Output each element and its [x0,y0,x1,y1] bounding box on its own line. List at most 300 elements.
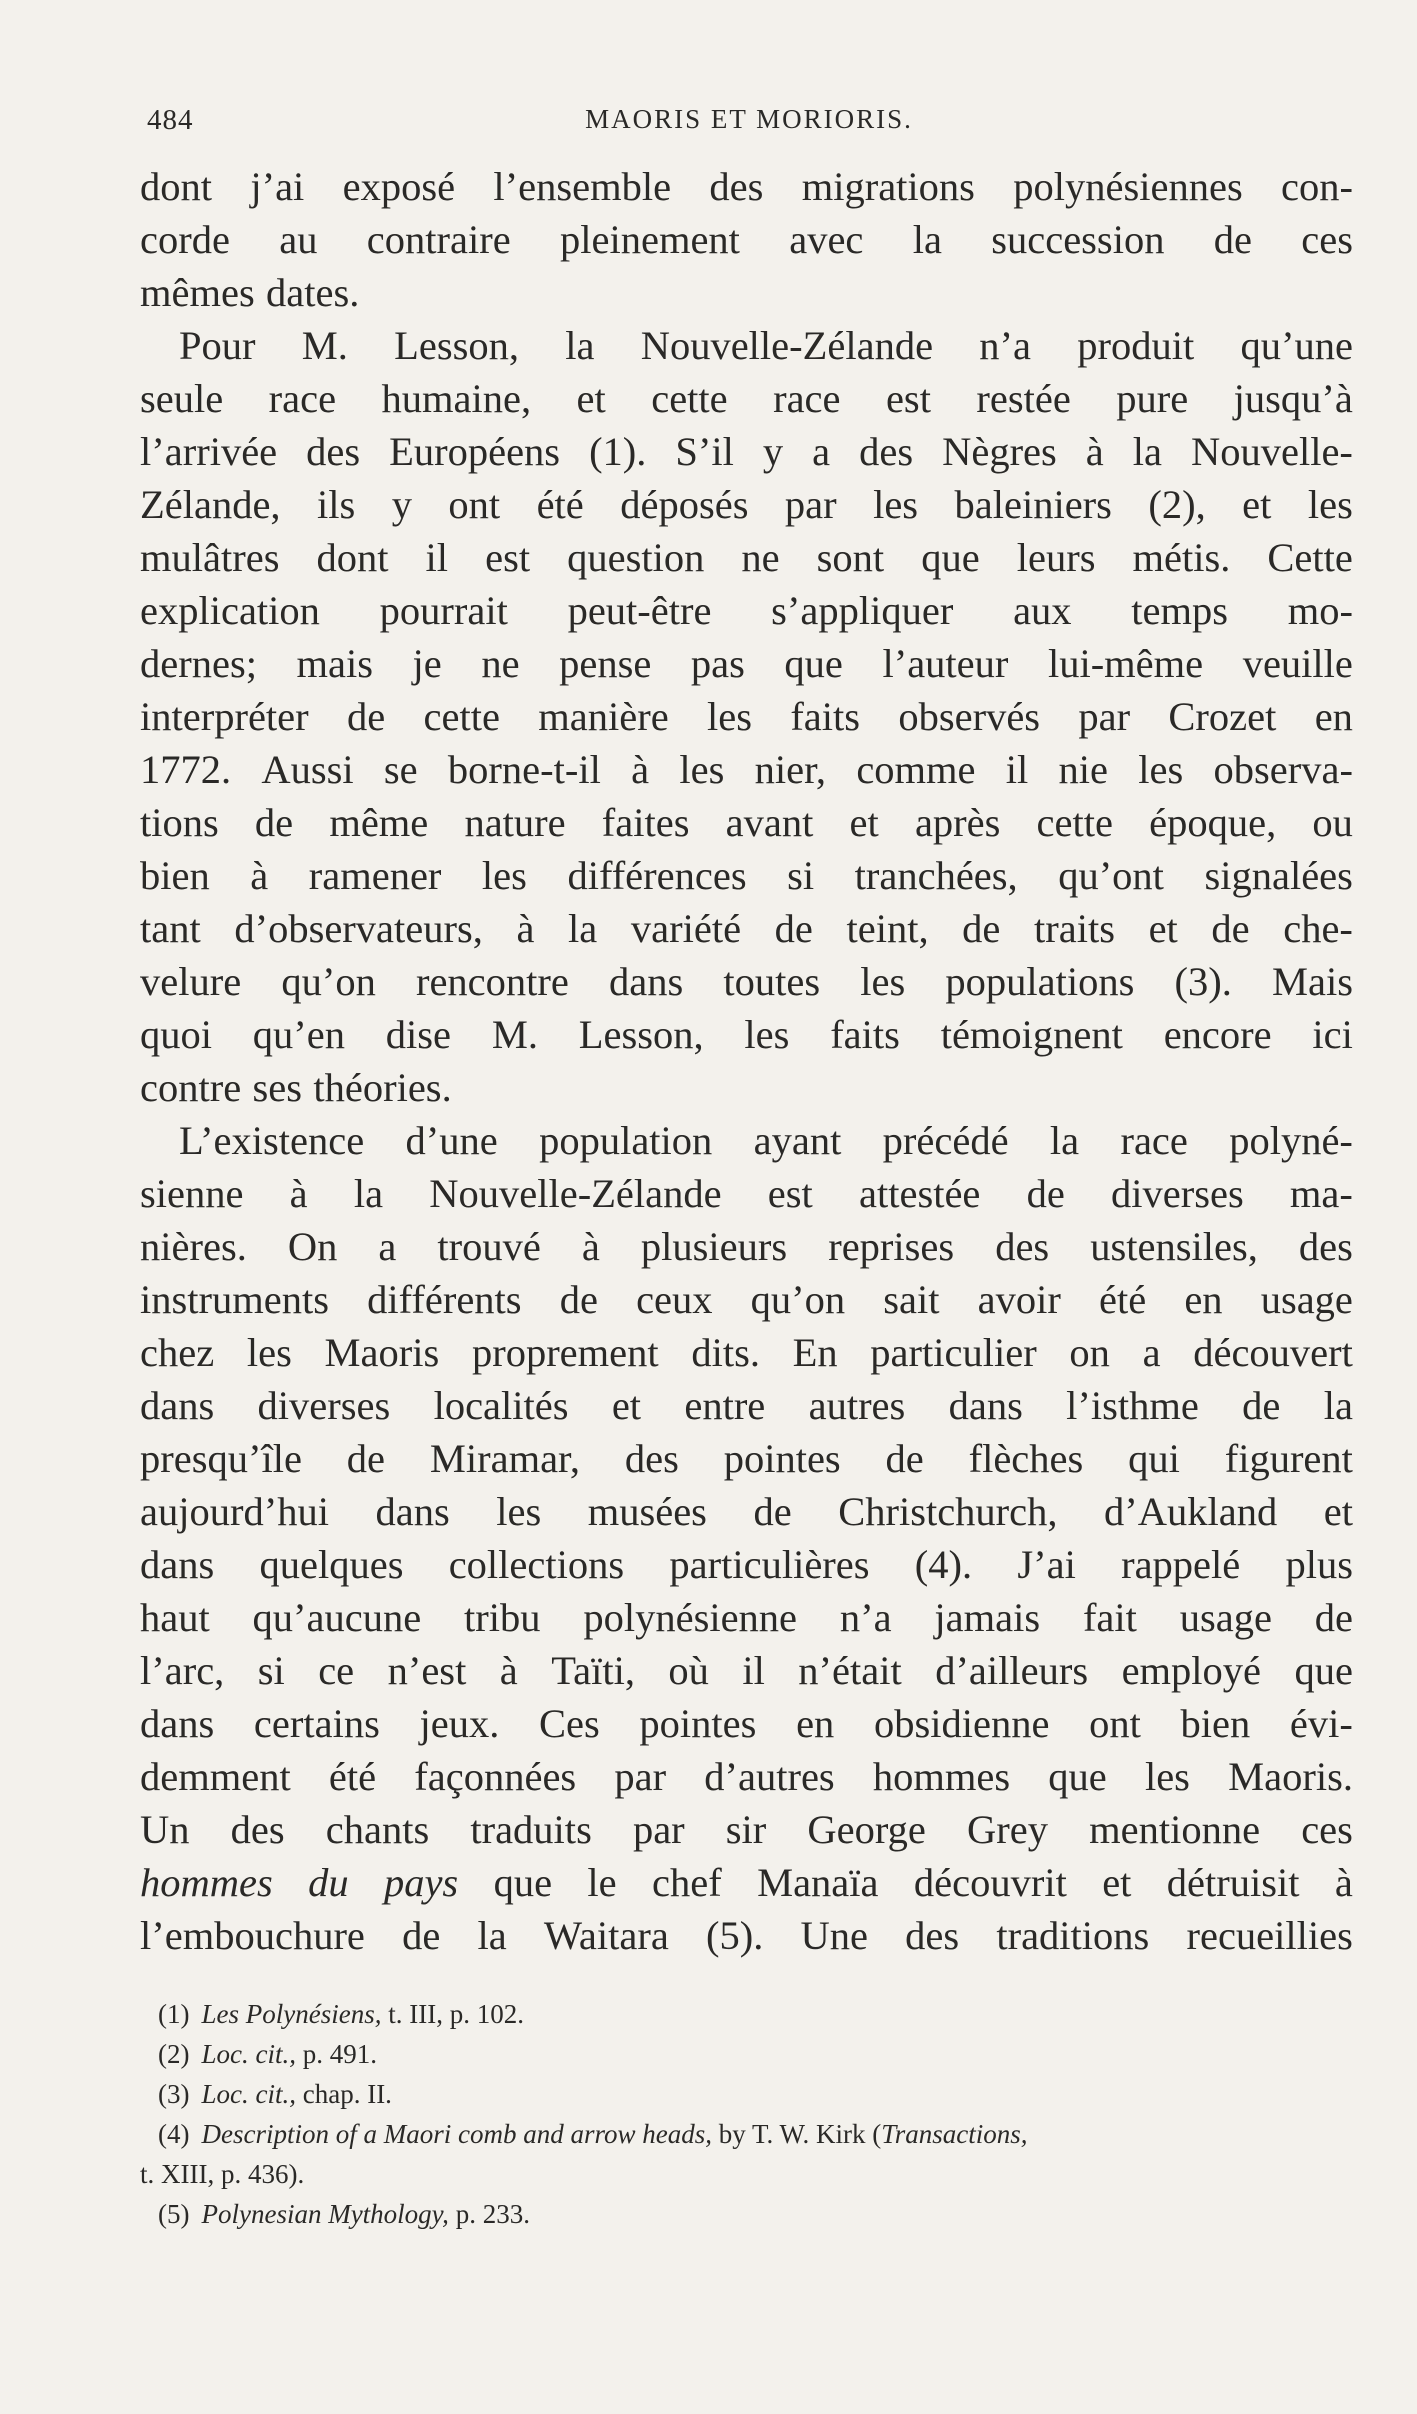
word: à [499,1648,518,1693]
word: avant [725,800,814,845]
word: Nouvelle-Zélande [429,1171,722,1216]
word: avoir [977,1277,1061,1322]
word: M. [301,323,348,368]
word: de [254,800,294,845]
word: jusqu’à [1233,376,1353,421]
word: l’embouchure [140,1913,365,1958]
word: Miramar, [429,1436,581,1481]
word: l’ensemble [493,164,672,209]
word: demment [140,1754,291,1799]
word: il [1005,747,1029,792]
word: veuille [1242,641,1353,686]
word: cette [1036,800,1113,845]
word: à [289,1171,308,1216]
word: mais [296,641,373,686]
word: l’auteur [882,641,1009,686]
word: chez [140,1330,215,1375]
word: dont [316,535,389,580]
word: Cette [1267,535,1353,580]
word: qu’ont [1058,853,1164,898]
word: tant [140,906,201,951]
word: des [1298,1224,1353,1269]
word: produit [1077,323,1195,368]
word: de [346,694,386,739]
word: instruments [140,1277,329,1322]
running-title: MAORIS ET MORIORIS. [585,104,913,134]
word: témoignent [940,1012,1123,1057]
word: il [742,1648,765,1693]
word: dont [140,164,213,209]
word: et [849,800,879,845]
word: collections [448,1542,625,1587]
word: de [1026,1171,1065,1216]
word: Crozet [1168,694,1277,739]
word: d’observateurs, [234,906,483,951]
word: si [787,853,815,898]
word: à [250,853,269,898]
footnote-title: Loc. cit., [201,2039,296,2069]
word: de [962,906,1001,951]
text-line [140,1379,1353,1432]
word: polynésiennes [1013,164,1243,209]
text-line [140,1273,1353,1326]
footnote-title: Description of a Maori comb and arrow heads, [201,2119,712,2149]
word: mentionne [1089,1807,1261,1852]
text-line [140,1750,1353,1803]
word: détruisit [1166,1860,1300,1905]
word: par [632,1807,685,1852]
text-line [140,849,1353,902]
word: ce [318,1648,355,1693]
word: attestée [858,1171,981,1216]
word: baleiniers [954,482,1112,527]
word: Aussi [261,747,354,792]
footnote [140,2114,1353,2154]
word: ces [1301,217,1353,262]
word: tranchées, [854,853,1018,898]
word: été [1098,1277,1147,1322]
word: exposé [342,164,456,209]
word: sont [816,535,885,580]
word: la [353,1171,384,1216]
word: dans [140,1542,215,1587]
word: population [539,1118,713,1163]
word: ont [1089,1701,1141,1746]
word: la [912,217,942,262]
word: reprises [828,1224,955,1269]
word: George [807,1807,926,1852]
word: dates. [266,270,360,315]
word: faits [830,1012,900,1057]
word: et [611,1383,642,1428]
word: dans [140,1383,215,1428]
word: le [587,1860,617,1905]
word: diverses [257,1383,391,1428]
page-header [145,104,1353,144]
word: je [412,641,442,686]
word: explication [140,588,320,633]
word: localités [433,1383,569,1428]
word: particulier [870,1330,1037,1375]
word: Ces [539,1701,600,1746]
word: jeux. [419,1701,500,1746]
word: Christchurch, [838,1489,1058,1534]
word: n’a [979,323,1032,368]
footnote [140,2194,1353,2234]
text-line [140,1803,1353,1856]
word: ici [1312,1012,1353,1057]
word: les [860,959,906,1004]
word: dise [385,1012,452,1057]
word: On [287,1224,338,1269]
word: presqu’île [140,1436,302,1481]
word: dans [608,959,684,1004]
word: (3). [1174,959,1232,1004]
word: l’isthme [1066,1383,1199,1428]
word: haut [140,1595,210,1640]
word: chef [652,1860,722,1905]
word: migrations [801,164,975,209]
word: et [1242,482,1272,527]
footnote-text: chap. II. [295,2079,392,2109]
word: traditions [996,1913,1150,1958]
text-line [140,1538,1353,1591]
word: hommes [140,1860,273,1905]
footnote-number: (1) [158,1999,190,2029]
footnote [140,2074,1353,2114]
word: Pour [179,323,256,368]
word: corde [140,217,230,262]
word: (1). [589,429,647,474]
word: aux [1013,588,1072,633]
word: la [1323,1383,1353,1428]
word: rencontre [415,959,569,1004]
text-line [140,213,1353,266]
word: d’une [405,1118,498,1163]
word: été [328,1754,377,1799]
word: race [268,376,337,421]
word: qu’en [252,1012,346,1057]
word: après [914,800,1001,845]
word: M. [491,1012,538,1057]
word: cette [651,376,728,421]
word: nier, [754,747,827,792]
word: découvert [1193,1330,1353,1375]
word: con- [1281,164,1353,209]
page-number: 484 [147,104,194,136]
footnote-text: t. III, p. 102. [381,1999,524,2029]
word: ne [481,641,520,686]
word: a [812,429,831,474]
word: du [308,1860,349,1905]
word: n’était [798,1648,902,1693]
word: des [995,1224,1050,1269]
word: cette [423,694,500,739]
word: mulâtres [140,535,280,580]
word: il [425,535,449,580]
word: que [493,1860,553,1905]
word: les [496,1489,542,1534]
word: figurent [1224,1436,1353,1481]
word: quoi [140,1012,213,1057]
text-line [140,637,1353,690]
word: ou [1312,800,1353,845]
word: au [279,217,318,262]
text-line [140,690,1353,743]
word: et [1148,906,1178,951]
word: flèches [968,1436,1084,1481]
word: de [1213,217,1252,262]
word: sienne [140,1171,244,1216]
word: pointes [639,1701,757,1746]
word: Manaïa [757,1860,879,1905]
word: faits [790,694,861,739]
word: Maoris [324,1330,440,1375]
word: la [1049,1118,1080,1163]
word: des [905,1913,960,1958]
word: été [536,482,584,527]
text-line [140,1697,1353,1750]
word: n’a [839,1595,892,1640]
word: usage [1179,1595,1272,1640]
word: aujourd’hui [140,1489,329,1534]
footnotes [140,1994,1353,2234]
word: Zélande, [140,482,281,527]
word: ceux [636,1277,713,1322]
word: n’est [387,1648,467,1693]
word: que [1294,1648,1353,1693]
word: musées [587,1489,707,1534]
word: de [559,1277,598,1322]
word: pleinement [559,217,740,262]
word: mo- [1287,588,1353,633]
word: qu’une [1240,323,1353,368]
word: façonnées [414,1754,577,1799]
word: rappelé [1121,1542,1241,1587]
word: d’autres [704,1754,835,1799]
word: Taïti, [551,1648,635,1693]
word: signalées [1204,853,1353,898]
word: trouvé [437,1224,541,1269]
word: recueillies [1186,1913,1353,1958]
word: certains [253,1701,380,1746]
word: époque, [1149,800,1277,845]
word: et [1102,1860,1132,1905]
word: j’ai [250,164,305,209]
word: des [859,429,914,474]
text-line [140,1432,1353,1485]
word: a [1142,1330,1161,1375]
word: par [1078,694,1131,739]
word: les [679,747,725,792]
word: autres [808,1383,906,1428]
word: de [1211,906,1250,951]
text-line [140,1061,1353,1114]
word: race [1120,1118,1188,1163]
word: dans [140,1701,215,1746]
word: des [306,429,361,474]
text-line [140,160,1353,213]
word: à [1334,1860,1353,1905]
text-line [140,796,1353,849]
word: Maoris. [1228,1754,1353,1799]
word: de [885,1436,924,1481]
word: succession [991,217,1165,262]
word: a [378,1224,397,1269]
word: dans [375,1489,450,1534]
word: des [624,1436,679,1481]
word: métis. [1132,535,1231,580]
word: proprement [471,1330,659,1375]
word: ustensiles, [1090,1224,1258,1269]
word: tions [140,800,219,845]
word: En [792,1330,838,1375]
word: 1772. [140,747,232,792]
word: pas [690,641,745,686]
word: quelques [259,1542,404,1587]
word: populations [945,959,1135,1004]
word: Européens [389,429,561,474]
word: par [614,1754,667,1799]
word: ont [448,482,501,527]
word: restée [976,376,1071,421]
word: plusieurs [640,1224,788,1269]
text-line [140,531,1353,584]
footnote-text: p. 491. [295,2039,377,2069]
word: des [709,164,764,209]
word: la [1132,429,1162,474]
text-line [140,584,1353,637]
text-line [140,372,1353,425]
word: question [567,535,705,580]
word: ces [1301,1807,1353,1852]
word: polynésienne [583,1595,798,1640]
word: race [773,376,841,421]
word: nières. [140,1224,247,1269]
word: entre [684,1383,766,1428]
word: che- [1283,906,1353,951]
text-line [140,266,1353,319]
word: qu’on [281,959,376,1004]
word: variété [630,906,742,951]
word: précédé [882,1118,1009,1163]
word: en [1314,694,1353,739]
word: diverses [1111,1171,1244,1216]
word: déposés [620,482,749,527]
word: si [257,1648,285,1693]
word: mêmes [140,270,255,315]
word: traduits [470,1807,592,1852]
word: en [1184,1277,1223,1322]
word: interpréter [140,694,309,739]
footnote-number: (4) [158,2119,190,2149]
word: de [774,906,813,951]
word: peut-être [567,588,712,633]
word: dits. [691,1330,760,1375]
word: de [346,1436,386,1481]
word: de [753,1489,792,1534]
word: observa- [1213,747,1353,792]
word: qui [1128,1436,1180,1481]
word: que [921,535,980,580]
word: ayant [753,1118,842,1163]
word: contraire [366,217,511,262]
word: d’ailleurs [935,1648,1089,1693]
footnote-title: Loc. cit., [201,2079,296,2109]
word: seule [140,376,224,421]
body-text [140,160,1353,1962]
word: pourrait [379,588,508,633]
word: ne [741,535,780,580]
word: les [1307,482,1353,527]
word: et [1323,1489,1353,1534]
word: Mais [1271,959,1353,1004]
text-line [140,955,1353,1008]
word: faites [601,800,690,845]
word: différents [367,1277,522,1322]
word: sir [725,1807,767,1852]
word: manière [538,694,669,739]
word: les [1138,747,1184,792]
word: la [477,1913,507,1958]
word: (5). [705,1913,764,1958]
word: l’arrivée [140,429,278,474]
text-line [140,1485,1353,1538]
word: hommes [872,1754,1011,1799]
word: ses [252,1065,303,1110]
word: les [481,853,527,898]
word: (2), [1148,482,1206,527]
text-line [140,1644,1353,1697]
word: les [246,1330,292,1375]
word: Lesson, [394,323,519,368]
word: sait [883,1277,940,1322]
word: lui-même [1047,641,1204,686]
word: jamais [934,1595,1041,1640]
word: tribu [464,1595,541,1640]
text-line [140,902,1353,955]
word: (4). [914,1542,973,1587]
text-line [140,1008,1353,1061]
word: de [1314,1595,1353,1640]
word: que [784,641,843,686]
word: S’il [675,429,734,474]
text-line [140,743,1353,796]
word: et [576,376,606,421]
word: de [402,1913,441,1958]
word: Waitara [543,1913,669,1958]
word: encore [1163,1012,1272,1057]
word: y [762,429,784,474]
word: à [1085,429,1104,474]
word: pure [1116,376,1189,421]
word: découvrit [913,1860,1067,1905]
footnote-text: by T. W. Kirk ( [711,2119,882,2149]
word: usage [1260,1277,1353,1322]
word: employé [1121,1648,1262,1693]
word: évi- [1289,1701,1353,1746]
word: d’Aukland [1104,1489,1278,1534]
word: même [329,800,429,845]
word: s’appliquer [771,588,954,633]
word: la [568,906,598,951]
word: ma- [1289,1171,1353,1216]
word: les [873,482,919,527]
word: bien [140,853,210,898]
text-line [140,1856,1353,1909]
word: Nègres [942,429,1057,474]
footnote-journal: Transactions, [881,2119,1028,2149]
